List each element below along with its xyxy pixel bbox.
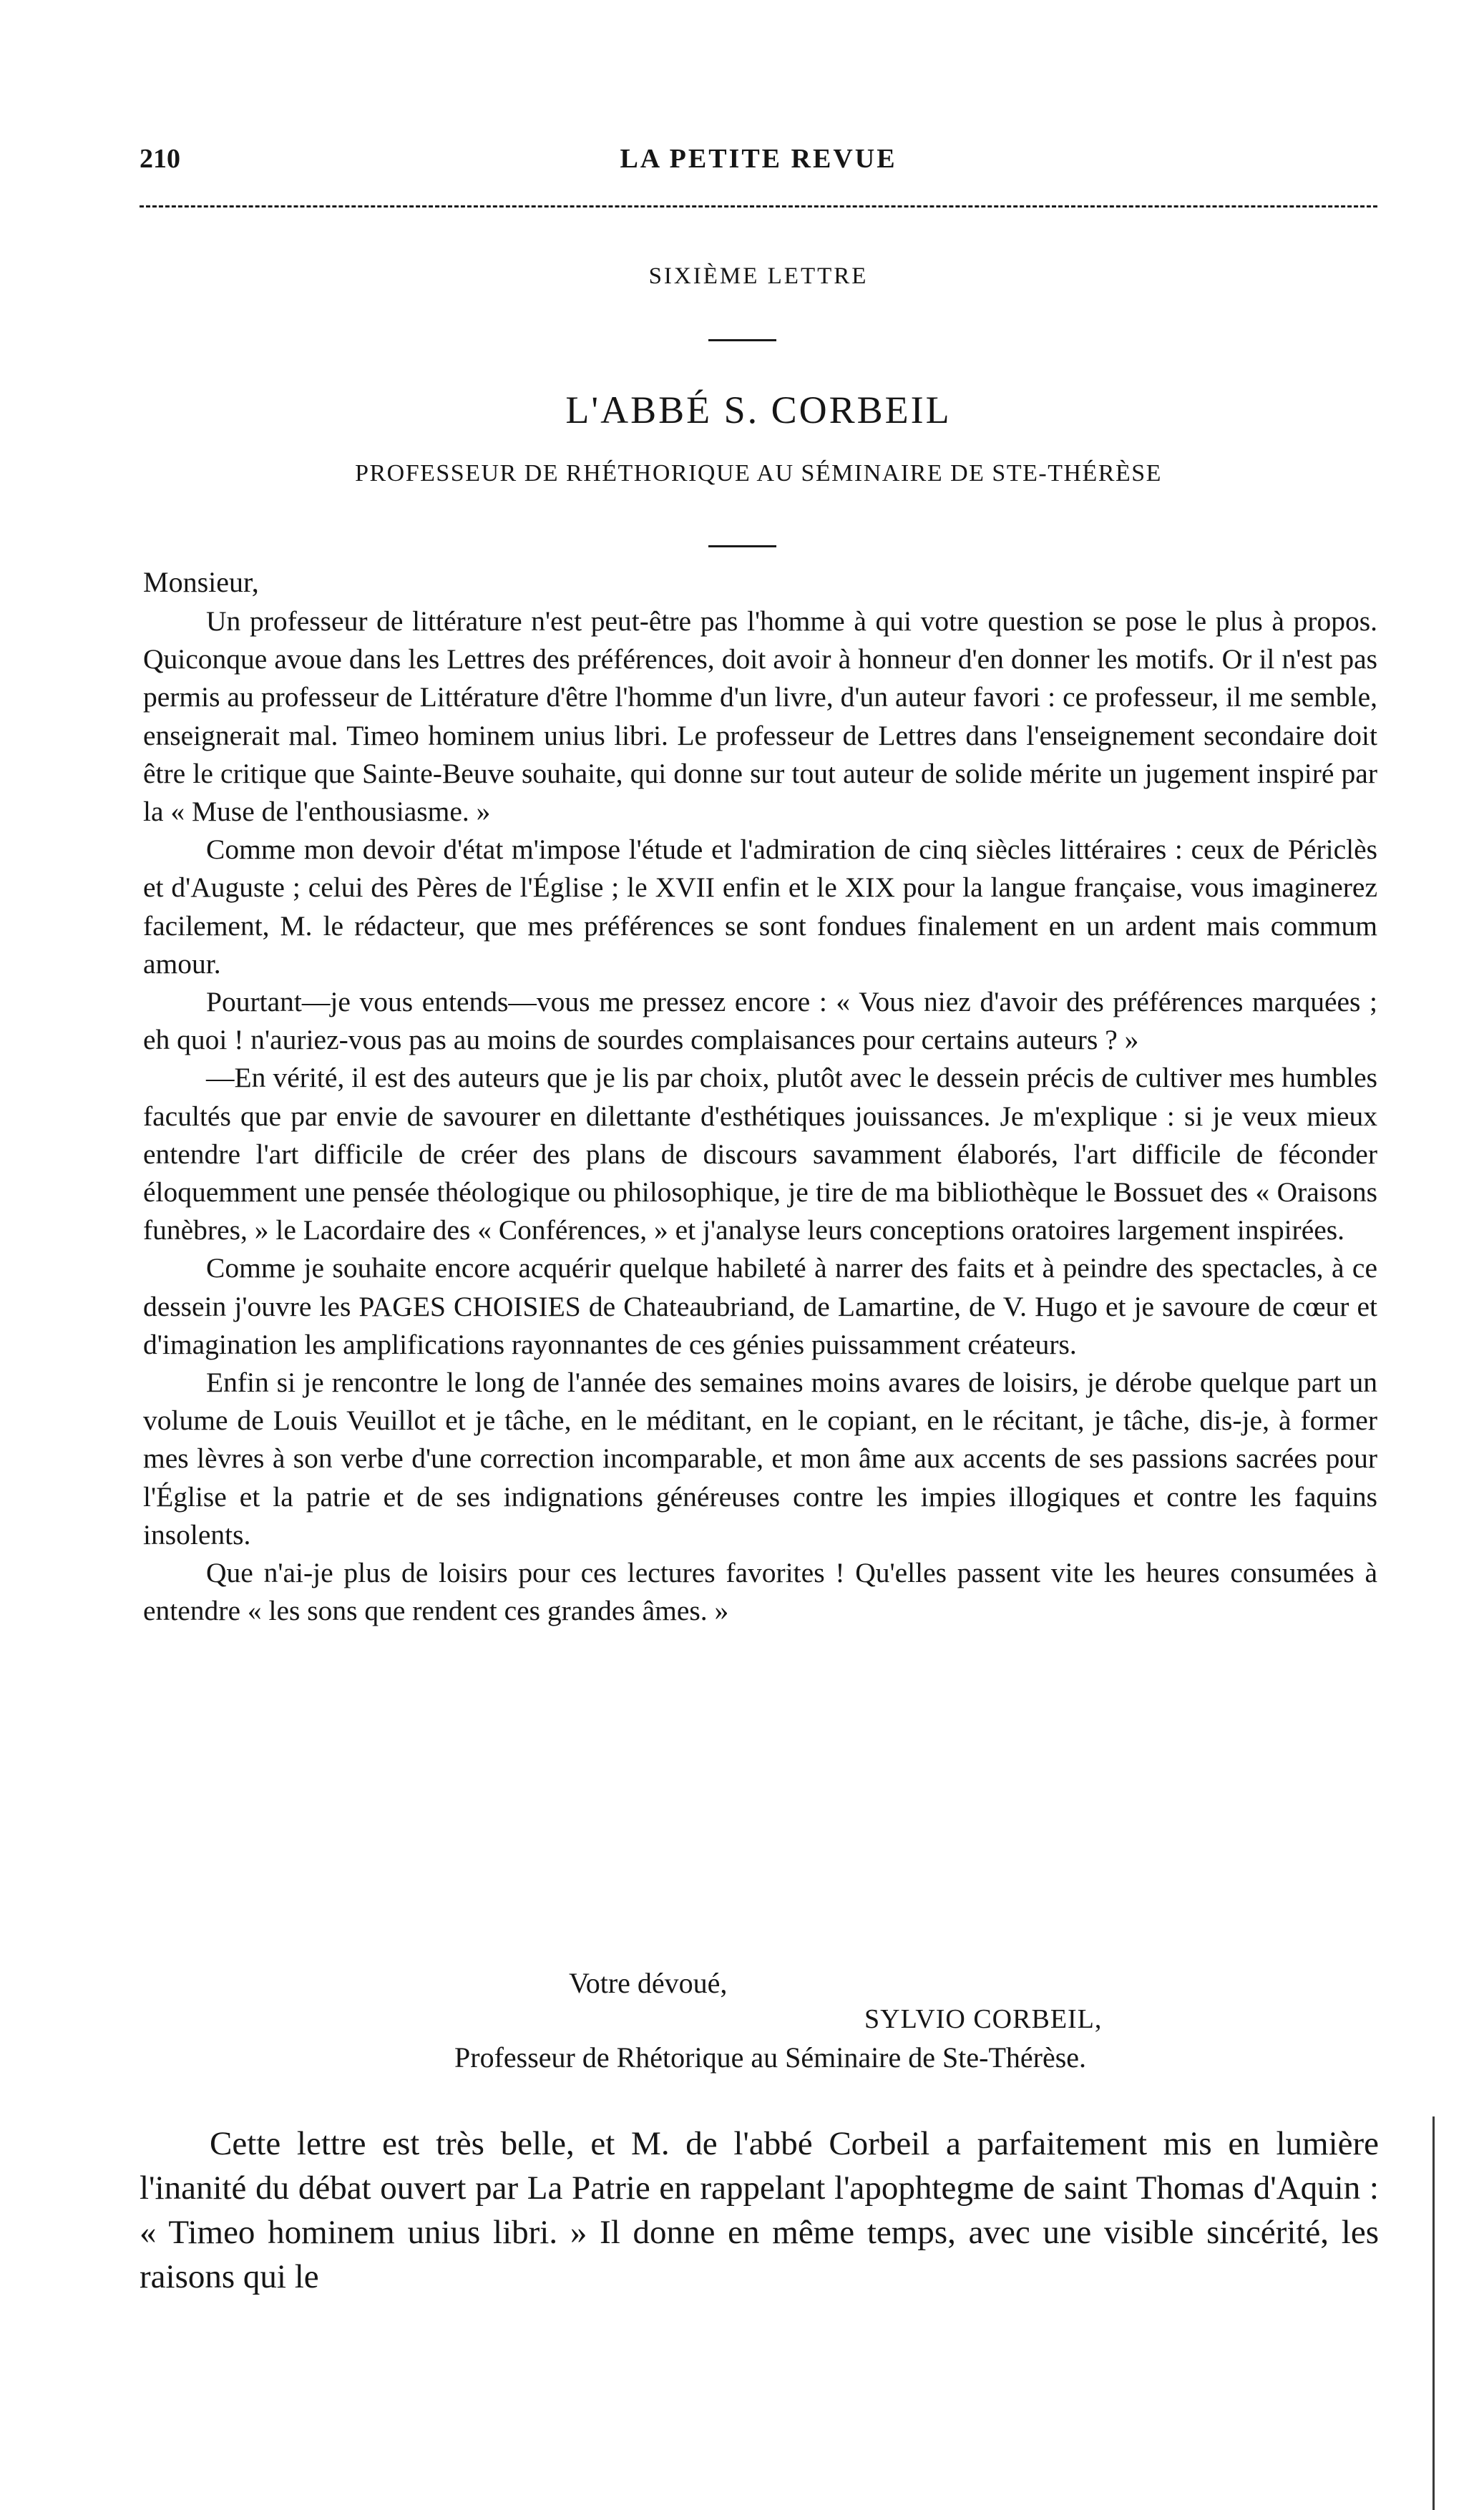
header-rule: [140, 205, 1377, 207]
page-number: 210: [140, 144, 180, 174]
divider-rule: [708, 545, 776, 547]
letter-closing: Votre dévoué,: [569, 1967, 728, 1999]
letter-paragraph: Comme je souhaite encore acquérir quelque habileté à narrer des faits et à peindre des spectacles, à ce dessein j'ouvre les PAGES CHOISIES de Chateaubriand, de Lamartine, de V. Hugo et je savoure de cœur et d'imagination les amplifications rayonnantes de ces génies puissamment créateurs.: [143, 1252, 1377, 1360]
letter-paragraph: —En vérité, il est des auteurs que je lis par choix, plutôt avec le dessein précis de cultiver mes humbles facultés que par envie de savourer en dilettante d'esthétiques jouissances. Je m'explique : si je veux mieux entendre l'art difficile de créer des plans de discours savamment élaborés, l'art difficile de féconder éloquemment une pensée théologique ou philosophique, je tire de ma bibliothèque le Bossuet des « Oraisons funèbres, » le Lacordaire des « Conférences, » et j'analyse leurs conceptions oratoires largement inspirées.: [143, 1062, 1377, 1246]
margin-line: [1432, 2116, 1435, 2510]
letter-body: [143, 602, 1377, 1630]
salutation: Monsieur,: [143, 566, 259, 598]
letter-paragraph: Pourtant—je vous entends—vous me pressez encore : « Vous niez d'avoir des préférences marquées ; eh quoi ! n'auriez-vous pas au moins de sourdes complaisances pour certains auteurs ? »: [143, 986, 1377, 1056]
letter-paragraph: Enfin si je rencontre le long de l'année des semaines moins avares de loisirs, je dérobe quelque part un volume de Louis Veuillot et je tâche, en le méditant, en le copiant, en le récitant, je tâche, dis-je, à former mes lèvres à son verbe d'une correction incomparable, et mon âme aux accents de ses passions sacrées pour l'Église et la patrie et de ses indignations généreuses contre les impies illogiques et contre les faquins insolents.: [143, 1367, 1377, 1551]
signature-title: Professeur de Rhétorique au Séminaire de Ste-Thérèse.: [454, 2041, 1087, 2074]
commentary-paragraph: Cette lettre est très belle, et M. de l'abbé Corbeil a parfaitement mis en lumière l'inanité du débat ouvert par La Patrie en rappelant l'apophtegme de saint Thomas d'Aquin : « Timeo hominem unius libri. » Il donne en même temps, avec une visible sincérité, les raisons qui le: [140, 2125, 1379, 2295]
signature-name: SYLVIO CORBEIL,: [864, 2004, 1103, 2034]
editorial-commentary: [140, 2121, 1379, 2299]
author-title: PROFESSEUR DE RHÉTHORIQUE AU SÉMINAIRE DE STE-THÉRÈSE: [355, 460, 1162, 487]
letter-number: SIXIÈME LETTRE: [648, 263, 869, 289]
letter-paragraph: Comme mon devoir d'état m'impose l'étude et l'admiration de cinq siècles littéraires : ceux de Périclès et d'Auguste ; celui des Pères de l'Église ; le XVII enfin et le XIX pour la langue française, vous imaginerez facilement, M. le rédacteur, que mes préférences se sont fondues finalement en un ardent mais commum amour.: [143, 834, 1377, 980]
letter-paragraph: Que n'ai-je plus de loisirs pour ces lectures favorites ! Qu'elles passent vite les heures consumées à entendre « les sons que rendent ces grandes âmes. »: [143, 1557, 1377, 1627]
letter-paragraph: Un professeur de littérature n'est peut-être pas l'homme à qui votre question se pose le plus à propos. Quiconque avoue dans les Lettres des préférences, doit avoir à honneur d'en donner les motifs. Or il n'est pas permis au professeur de Littérature d'être l'homme d'un livre, d'un auteur favori : ce professeur, il me semble, enseignerait mal. Timeo hominem unius libri. Le professeur de Lettres dans l'enseignement secondaire doit être le critique que Sainte-Beuve souhaite, qui donne sur tout auteur de solide mérite un jugement inspiré par la « Muse de l'enthousiasme. »: [143, 605, 1377, 828]
running-head: [140, 143, 1377, 186]
author-name: L'ABBÉ S. CORBEIL: [565, 389, 952, 431]
divider-rule: [708, 339, 776, 341]
journal-title: LA PETITE REVUE: [620, 144, 897, 174]
